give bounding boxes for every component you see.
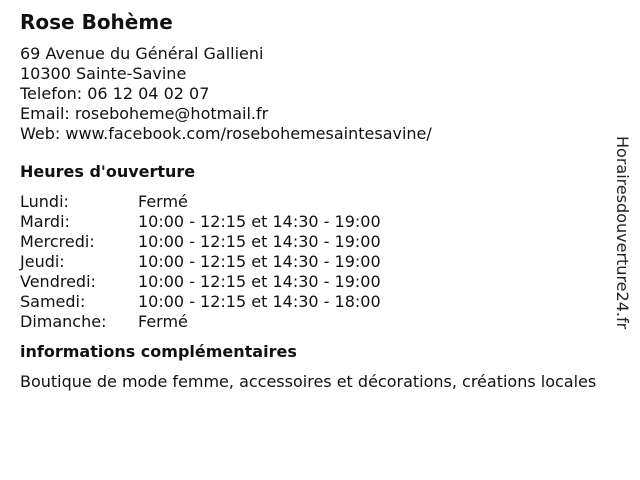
hours-heading: Heures d'ouverture <box>20 162 196 181</box>
hours-row-saturday <box>20 292 620 312</box>
hours-day: Vendredi: <box>20 272 96 291</box>
hours-time: 10:00 - 12:15 et 14:30 - 19:00 <box>138 232 381 251</box>
address-city: 10300 Sainte-Savine <box>20 64 187 83</box>
email-line: Email: roseboheme@hotmail.fr <box>20 104 269 123</box>
hours-time: 10:00 - 12:15 et 14:30 - 18:00 <box>138 292 381 311</box>
hours-row-wednesday <box>20 232 620 252</box>
hours-day: Mardi: <box>20 212 70 231</box>
business-card <box>20 10 620 392</box>
web-line: Web: www.facebook.com/rosebohemesaintesavine/ <box>20 124 432 143</box>
hours-row-tuesday <box>20 212 620 232</box>
hours-day: Samedi: <box>20 292 86 311</box>
address-street: 69 Avenue du Général Gallieni <box>20 44 264 63</box>
contact-block <box>20 44 620 144</box>
hours-time: 10:00 - 12:15 et 14:30 - 19:00 <box>138 272 381 291</box>
hours-day: Jeudi: <box>20 252 65 271</box>
hours-row-sunday <box>20 312 620 332</box>
hours-time: Fermé <box>138 192 188 211</box>
shop-name: Rose Bohème <box>20 10 173 34</box>
hours-table <box>20 192 620 332</box>
hours-time: 10:00 - 12:15 et 14:30 - 19:00 <box>138 212 381 231</box>
hours-row-monday <box>20 192 620 212</box>
phone-line: Telefon: 06 12 04 02 07 <box>20 84 210 103</box>
hours-day: Lundi: <box>20 192 69 211</box>
hours-day: Dimanche: <box>20 312 107 331</box>
hours-row-friday <box>20 272 620 292</box>
hours-day: Mercredi: <box>20 232 95 251</box>
hours-time: 10:00 - 12:15 et 14:30 - 19:00 <box>138 252 381 271</box>
hours-time: Fermé <box>138 312 188 331</box>
hours-row-thursday <box>20 252 620 272</box>
site-watermark: Horairesdouverture24.fr <box>613 136 632 330</box>
info-description: Boutique de mode femme, accessoires et décorations, créations locales <box>20 372 597 391</box>
info-heading: informations complémentaires <box>20 342 297 361</box>
